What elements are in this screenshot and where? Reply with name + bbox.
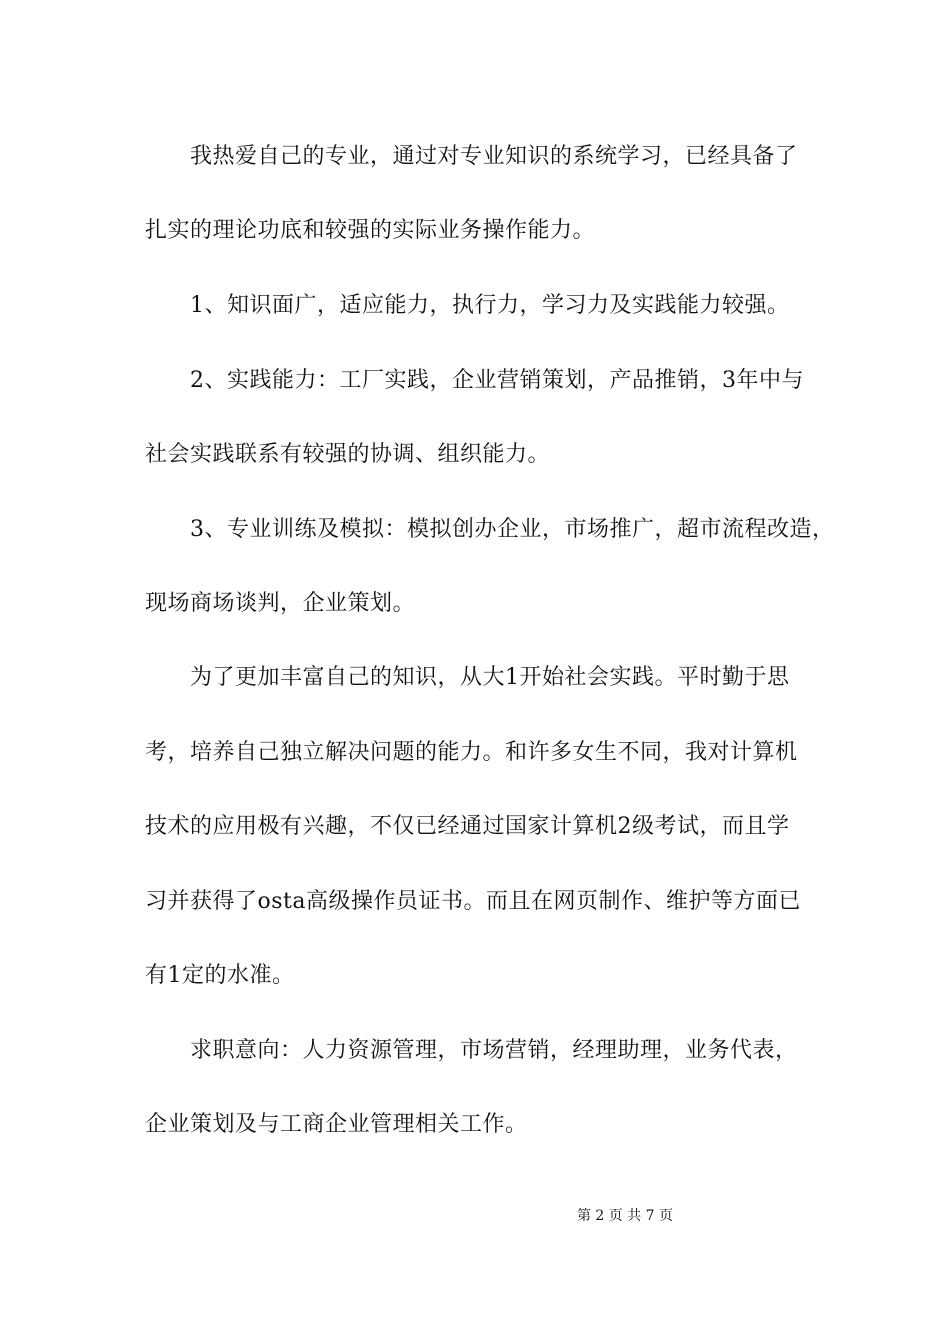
paragraph-5-line-3: 技术的应用极有兴趣，不仅已经通过国家计算机2级考试，而且学 bbox=[145, 814, 790, 839]
paragraph-6-line-2: 企业策划及与工商企业管理相关工作。 bbox=[145, 1112, 528, 1137]
paragraph-5-line-1: 为了更加丰富自己的知识，从大1开始社会实践。平时勤于思 bbox=[190, 665, 790, 690]
paragraph-4-line-2: 现场商场谈判，企业策划。 bbox=[145, 591, 416, 616]
page-number: 第 2 页 共 7 页 bbox=[576, 1208, 674, 1224]
paragraph-1-line-1: 我热爱自己的专业，通过对专业知识的系统学习，已经具备了 bbox=[190, 144, 798, 169]
paragraph-6-line-1: 求职意向：人力资源管理，市场营销，经理助理，业务代表， bbox=[190, 1038, 798, 1063]
paragraph-3-line-2: 社会实践联系有较强的协调、组织能力。 bbox=[145, 442, 551, 467]
paragraph-3-line-1: 2、实践能力：工厂实践，企业营销策划，产品推销，3年中与 bbox=[190, 368, 804, 393]
paragraph-5-line-5: 有1定的水准。 bbox=[145, 963, 295, 988]
paragraph-4-line-1: 3、专业训练及模拟：模拟创办企业，市场推广，超市流程改造， bbox=[190, 517, 835, 542]
paragraph-2-line-1: 1、知识面广，适应能力，执行力，学习力及实践能力较强。 bbox=[190, 293, 790, 318]
paragraph-1-line-2: 扎实的理论功底和较强的实际业务操作能力。 bbox=[145, 218, 596, 243]
paragraph-5-line-4: 习并获得了osta高级操作员证书。而且在网页制作、维护等方面已 bbox=[145, 889, 801, 914]
page-footer bbox=[0, 1207, 950, 1225]
paragraph-5-line-2: 考，培养自己独立解决问题的能力。和许多女生不同，我对计算机 bbox=[145, 740, 798, 765]
